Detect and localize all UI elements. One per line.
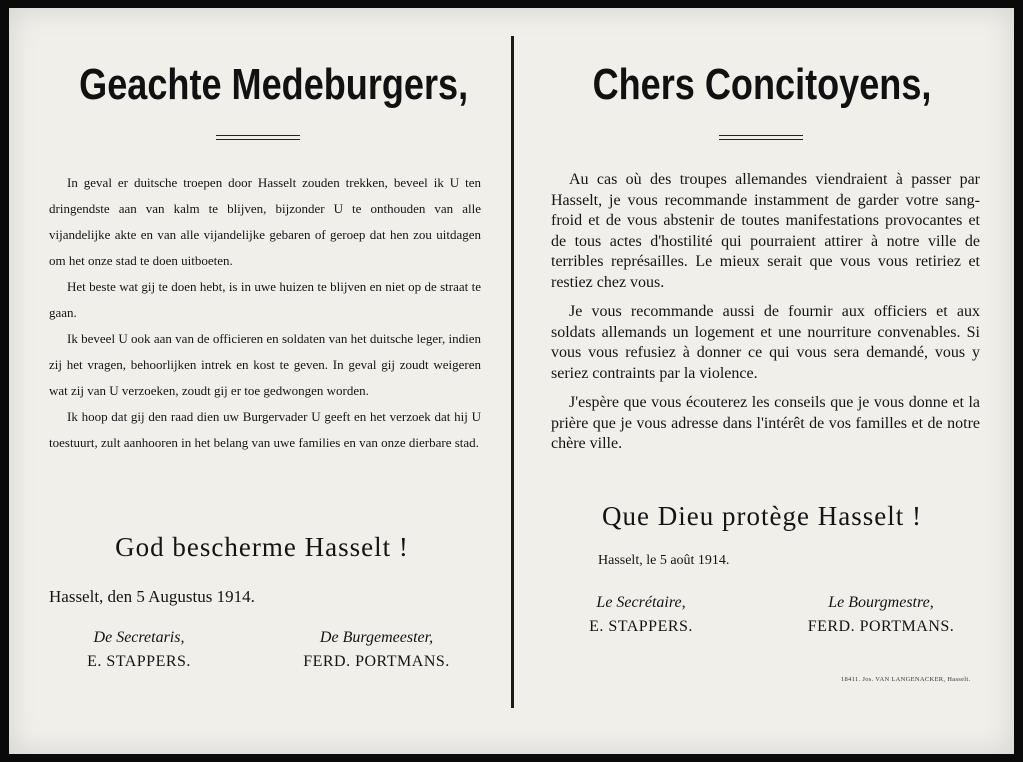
french-dateline: Hasselt, le 5 août 1914. — [598, 553, 730, 568]
french-divider-rule — [719, 135, 803, 140]
dutch-mayor-role: De Burgemeester, — [319, 629, 434, 646]
french-paragraph-2: Je vous recommande aussi de fournir aux officiers et aux soldats allemands un logement et une nourriture convenables. Si vous vous refusiez à donner ce qui vous sera demandé, vous y seriez contraints par la violence. — [551, 303, 980, 382]
french-secretary-signature — [571, 592, 711, 640]
dutch-mayor-signature — [289, 627, 464, 675]
french-paragraph-1: Au cas où des troupes allemandes viendraient à passer par Hasselt, je vous recommande instamment de garder votre sang-froid et de vous abstenir de toutes manifestations provocantes et de tous actes d'hostilité qui pourraient attirer à notre ville de terribles représailles. Le mieux serait que vous vous retiriez et restiez chez vous. — [551, 171, 980, 291]
french-secretary-name: E. STAPPERS. — [589, 618, 693, 635]
dutch-paragraph-2: Het beste wat gij te doen hebt, is in uwe huizen te blijven en niet op de straat te gaan. — [49, 279, 481, 320]
dutch-paragraph-1: In geval er duitsche troepen door Hasselt zouden trekken, beveel ik U ten dringendste aan van kalm te blijven, bijzonder U te onthouden van alle vijandelijke akte en van alle vijandelijke gebaren of geroep dat hen zou uitdagen om het onze stad te doen uitboeten. — [49, 175, 481, 268]
dutch-dateline: Hasselt, den 5 Augustus 1914. — [49, 587, 255, 606]
french-body — [551, 170, 980, 464]
poster-sheet — [9, 8, 1014, 754]
dutch-divider-rule — [216, 135, 300, 140]
printer-imprint: 18411. Jos. VAN LANGENACKER, Hasselt. — [841, 676, 971, 683]
french-headline: Chers Concitoyens, — [592, 60, 932, 109]
dutch-body — [49, 170, 481, 456]
center-fold-line — [511, 36, 514, 708]
french-mayor-name: FERD. PORTMANS. — [807, 618, 955, 635]
dutch-paragraph-4: Ik hoop dat gij den raad dien uw Burgervader U geeft en het verzoek dat hij U toestuurt, zult aanhooren in het belang van uwe families en van onze dierbare stad. — [49, 409, 481, 450]
dutch-headline: Geachte Medeburgers, — [79, 60, 469, 109]
dutch-secretary-signature — [69, 627, 209, 675]
dutch-paragraph-3: Ik beveel U ook aan van de officieren en soldaten van het duitsche leger, indien zij het vragen, behoorlijken intrek en kost te geven. In geval gij zoudt weigeren wat zij van U verzoeken, zoudt gij er toe gedwongen worden. — [49, 331, 481, 398]
french-motto: Que Dieu protège Hasselt ! — [602, 501, 922, 531]
dutch-mayor-name: FERD. PORTMANS. — [303, 653, 450, 670]
dutch-secretary-name: E. STAPPERS. — [87, 653, 191, 670]
french-mayor-role: Le Bourgmestre, — [828, 594, 934, 611]
dutch-motto: God bescherme Hasselt ! — [115, 532, 409, 562]
french-mayor-signature — [791, 592, 971, 640]
french-paragraph-3: J'espère que vous écouterez les conseils que je vous donne et la prière que je vous adresse dans l'intérêt de vos familles et de notre chère ville. — [551, 394, 980, 452]
french-secretary-role: Le Secrétaire, — [596, 594, 686, 611]
dutch-secretary-role: De Secretaris, — [93, 629, 185, 646]
